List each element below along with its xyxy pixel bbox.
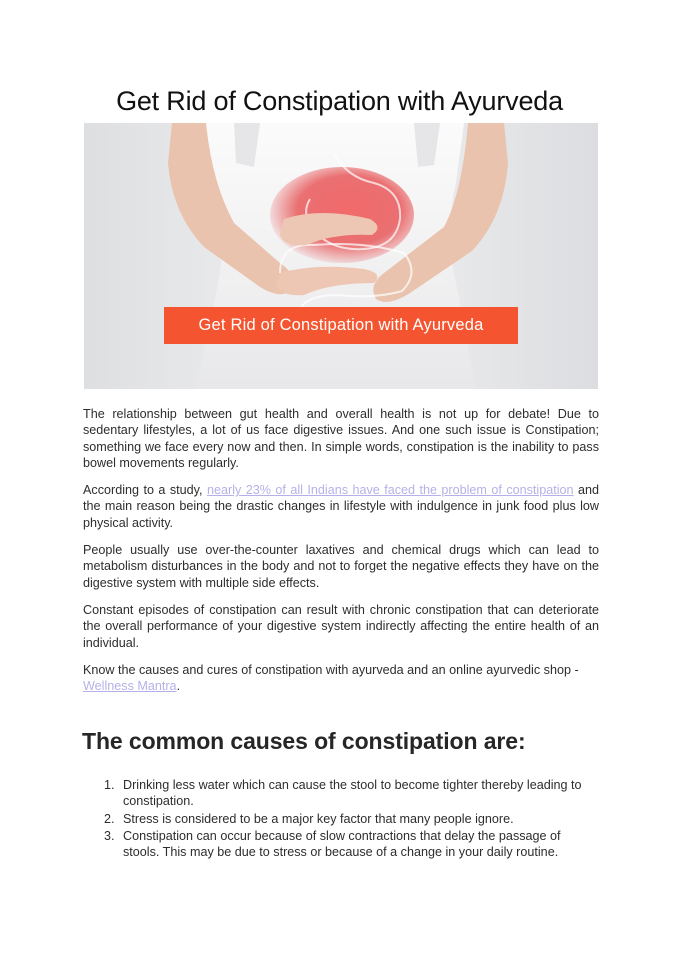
paragraph-study: According to a study, nearly 23% of all Indians have faced the problem of constipation and the main reason being the drastic changes in lifestyle with indulgence in junk food plus low physical activity.: [83, 483, 600, 530]
hero-illustration: [84, 123, 598, 389]
page-title: Get Rid of Constipation with Ayurveda: [116, 86, 563, 116]
paragraph-chronic: Constant episodes of constipation can result with chronic constipation that can deteriorate the overall performance of your digestive system indirectly affecting the entire health of an individual.: [83, 602, 599, 650]
list-item: 2. Stress is considered to be a major key factor that many people ignore.: [104, 811, 514, 826]
wellness-mantra-link[interactable]: Wellness Mantra: [83, 679, 177, 694]
study-link[interactable]: nearly 23% of all Indians have faced the problem of constipation: [206, 483, 574, 498]
causes-list: [104, 777, 598, 861]
paragraph-laxatives: People usually use over-the-counter laxatives and chemical drugs which can lead to metabolism disturbances in the body and not to forget the negative effects they have on the digestive system with multiple side effects.: [83, 543, 599, 590]
hero-image: [84, 123, 598, 389]
hero-banner: Get Rid of Constipation with Ayurveda: [164, 307, 518, 344]
list-item: 3. Constipation can occur because of slow contractions that delay the passage of stools. This may be due to stress or because of a change in your daily routine.: [104, 828, 561, 860]
list-item: 1. Drinking less water which can cause the stool to become tighter thereby leading to constipation.: [104, 778, 582, 809]
paragraph-shop: Know the causes and cures of constipation with ayurveda and an online ayurvedic shop - Wellness Mantra.: [83, 662, 579, 694]
article-body: [83, 406, 599, 705]
paragraph-intro: The relationship between gut health and overall health is not up for debate! Due to sedentary lifestyles, a lot of us face digestive issues. And one such issue is Constipation; something we face every now and then. In simple words, constipation is the inability to pass bowel movements regularly.: [83, 407, 599, 470]
causes-heading: The common causes of constipation are:: [82, 728, 526, 754]
